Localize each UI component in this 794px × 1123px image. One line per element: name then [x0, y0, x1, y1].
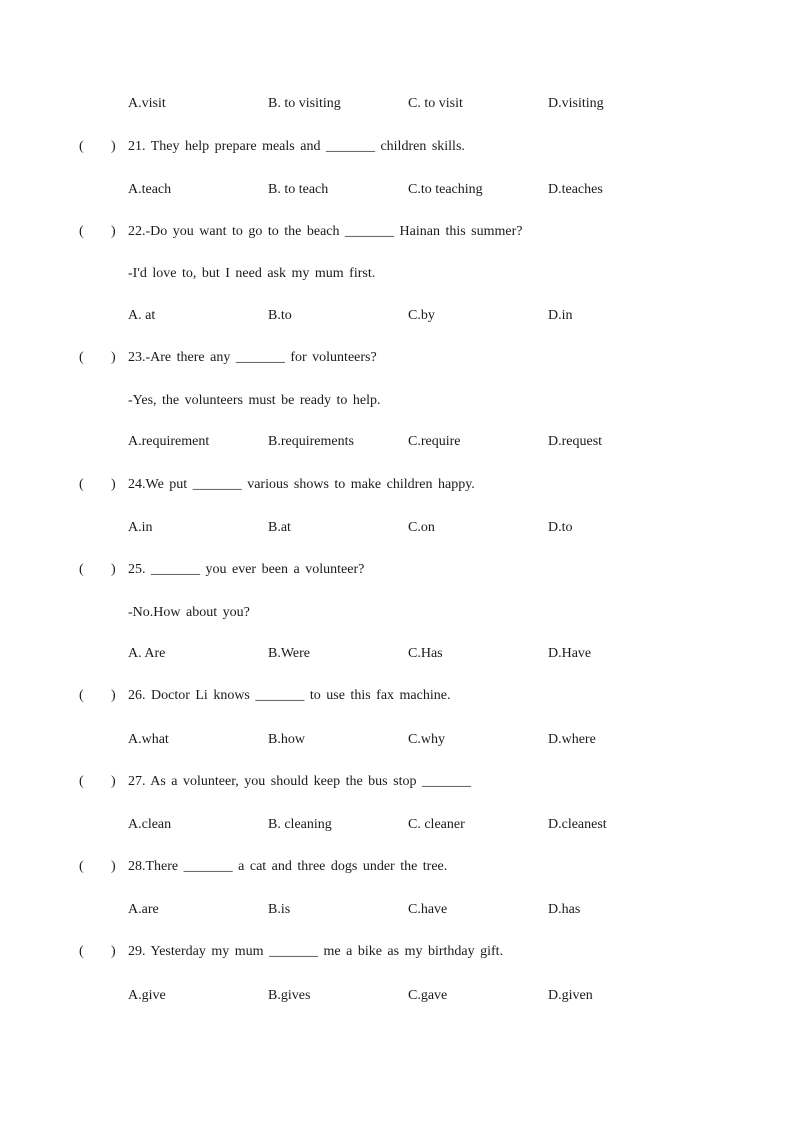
- option-c: C. to visit: [408, 96, 463, 111]
- option-d: D.visiting: [548, 96, 604, 111]
- answer-bracket[interactable]: [79, 560, 116, 580]
- question-25-options: [0, 644, 794, 664]
- question-text: 21. They help prepare meals and _______ children skills.: [128, 139, 465, 154]
- answer-bracket[interactable]: [79, 942, 116, 962]
- option-d: D.in: [548, 308, 573, 323]
- question-27: [0, 772, 794, 792]
- option-a: A.in: [128, 520, 153, 535]
- option-c: C.on: [408, 520, 435, 535]
- question-25-reply: [0, 603, 794, 623]
- option-a: A.are: [128, 902, 159, 917]
- question-24-options: [0, 518, 794, 538]
- reply-text: -No.How about you?: [128, 605, 250, 620]
- close-paren: ): [111, 562, 116, 577]
- option-a: A.visit: [128, 96, 166, 111]
- option-a: A.requirement: [128, 434, 210, 449]
- option-c: C.Has: [408, 646, 443, 661]
- question-28-options: [0, 900, 794, 920]
- open-paren: (: [79, 688, 84, 703]
- option-a: A. at: [128, 308, 156, 323]
- option-c: C.to teaching: [408, 182, 483, 197]
- open-paren: (: [79, 859, 84, 874]
- option-d: D.has: [548, 902, 581, 917]
- answer-bracket[interactable]: [79, 772, 116, 792]
- question-text: 26. Doctor Li knows _______ to use this fax machine.: [128, 688, 451, 703]
- question-text: 25. _______ you ever been a volunteer?: [128, 562, 365, 577]
- option-b: B.is: [268, 902, 291, 917]
- option-c: C.by: [408, 308, 435, 323]
- answer-bracket[interactable]: [79, 686, 116, 706]
- option-a: A. Are: [128, 646, 166, 661]
- option-d: D.given: [548, 988, 593, 1003]
- question-25: [0, 560, 794, 580]
- option-c: C.gave: [408, 988, 448, 1003]
- open-paren: (: [79, 350, 84, 365]
- question-22-reply: [0, 264, 794, 284]
- answer-bracket[interactable]: [79, 857, 116, 877]
- question-27-options: [0, 815, 794, 835]
- question-22-options: [0, 306, 794, 326]
- option-b: B.requirements: [268, 434, 354, 449]
- open-paren: (: [79, 562, 84, 577]
- answer-bracket[interactable]: [79, 137, 116, 157]
- option-c: C. cleaner: [408, 817, 465, 832]
- question-text: 27. As a volunteer, you should keep the bus stop _______: [128, 774, 471, 789]
- option-b: B.to: [268, 308, 292, 323]
- question-text: 22.-Do you want to go to the beach _______ Hainan this summer?: [128, 224, 523, 239]
- question-text: 23.-Are there any _______ for volunteers?: [128, 350, 377, 365]
- option-b: B. cleaning: [268, 817, 332, 832]
- open-paren: (: [79, 944, 84, 959]
- close-paren: ): [111, 944, 116, 959]
- answer-bracket[interactable]: [79, 348, 116, 368]
- option-d: D.where: [548, 732, 596, 747]
- option-c: C.have: [408, 902, 448, 917]
- question-text: 28.There _______ a cat and three dogs under the tree.: [128, 859, 448, 874]
- open-paren: (: [79, 477, 84, 492]
- answer-bracket[interactable]: [79, 475, 116, 495]
- option-b: B.Were: [268, 646, 311, 661]
- open-paren: (: [79, 224, 84, 239]
- close-paren: ): [111, 859, 116, 874]
- reply-text: -I'd love to, but I need ask my mum first.: [128, 266, 376, 281]
- option-a: A.clean: [128, 817, 172, 832]
- option-a: A.what: [128, 732, 169, 747]
- option-b: B.how: [268, 732, 305, 747]
- option-b: B.gives: [268, 988, 311, 1003]
- question-20-options: [0, 94, 794, 114]
- answer-bracket[interactable]: [79, 222, 116, 242]
- close-paren: ): [111, 477, 116, 492]
- close-paren: ): [111, 350, 116, 365]
- question-23-reply: [0, 391, 794, 411]
- option-b: B.at: [268, 520, 291, 535]
- question-29-options: [0, 986, 794, 1006]
- option-a: A.give: [128, 988, 166, 1003]
- reply-text: -Yes, the volunteers must be ready to help.: [128, 393, 381, 408]
- question-22: [0, 222, 794, 242]
- option-d: D.request: [548, 434, 603, 449]
- question-23: [0, 348, 794, 368]
- question-24: [0, 475, 794, 495]
- option-d: D.to: [548, 520, 573, 535]
- question-28: [0, 857, 794, 877]
- question-23-options: [0, 432, 794, 452]
- question-26: [0, 686, 794, 706]
- option-d: D.teaches: [548, 182, 603, 197]
- option-c: C.why: [408, 732, 445, 747]
- close-paren: ): [111, 774, 116, 789]
- close-paren: ): [111, 139, 116, 154]
- question-29: [0, 942, 794, 962]
- question-26-options: [0, 730, 794, 750]
- question-text: 24.We put _______ various shows to make children happy.: [128, 477, 475, 492]
- option-d: D.cleanest: [548, 817, 607, 832]
- option-b: B. to visiting: [268, 96, 341, 111]
- open-paren: (: [79, 139, 84, 154]
- close-paren: ): [111, 688, 116, 703]
- close-paren: ): [111, 224, 116, 239]
- option-c: C.require: [408, 434, 461, 449]
- option-a: A.teach: [128, 182, 172, 197]
- option-d: D.Have: [548, 646, 592, 661]
- question-21-options: [0, 180, 794, 200]
- open-paren: (: [79, 774, 84, 789]
- option-b: B. to teach: [268, 182, 329, 197]
- question-21: [0, 137, 794, 157]
- question-text: 29. Yesterday my mum _______ me a bike as my birthday gift.: [128, 944, 504, 959]
